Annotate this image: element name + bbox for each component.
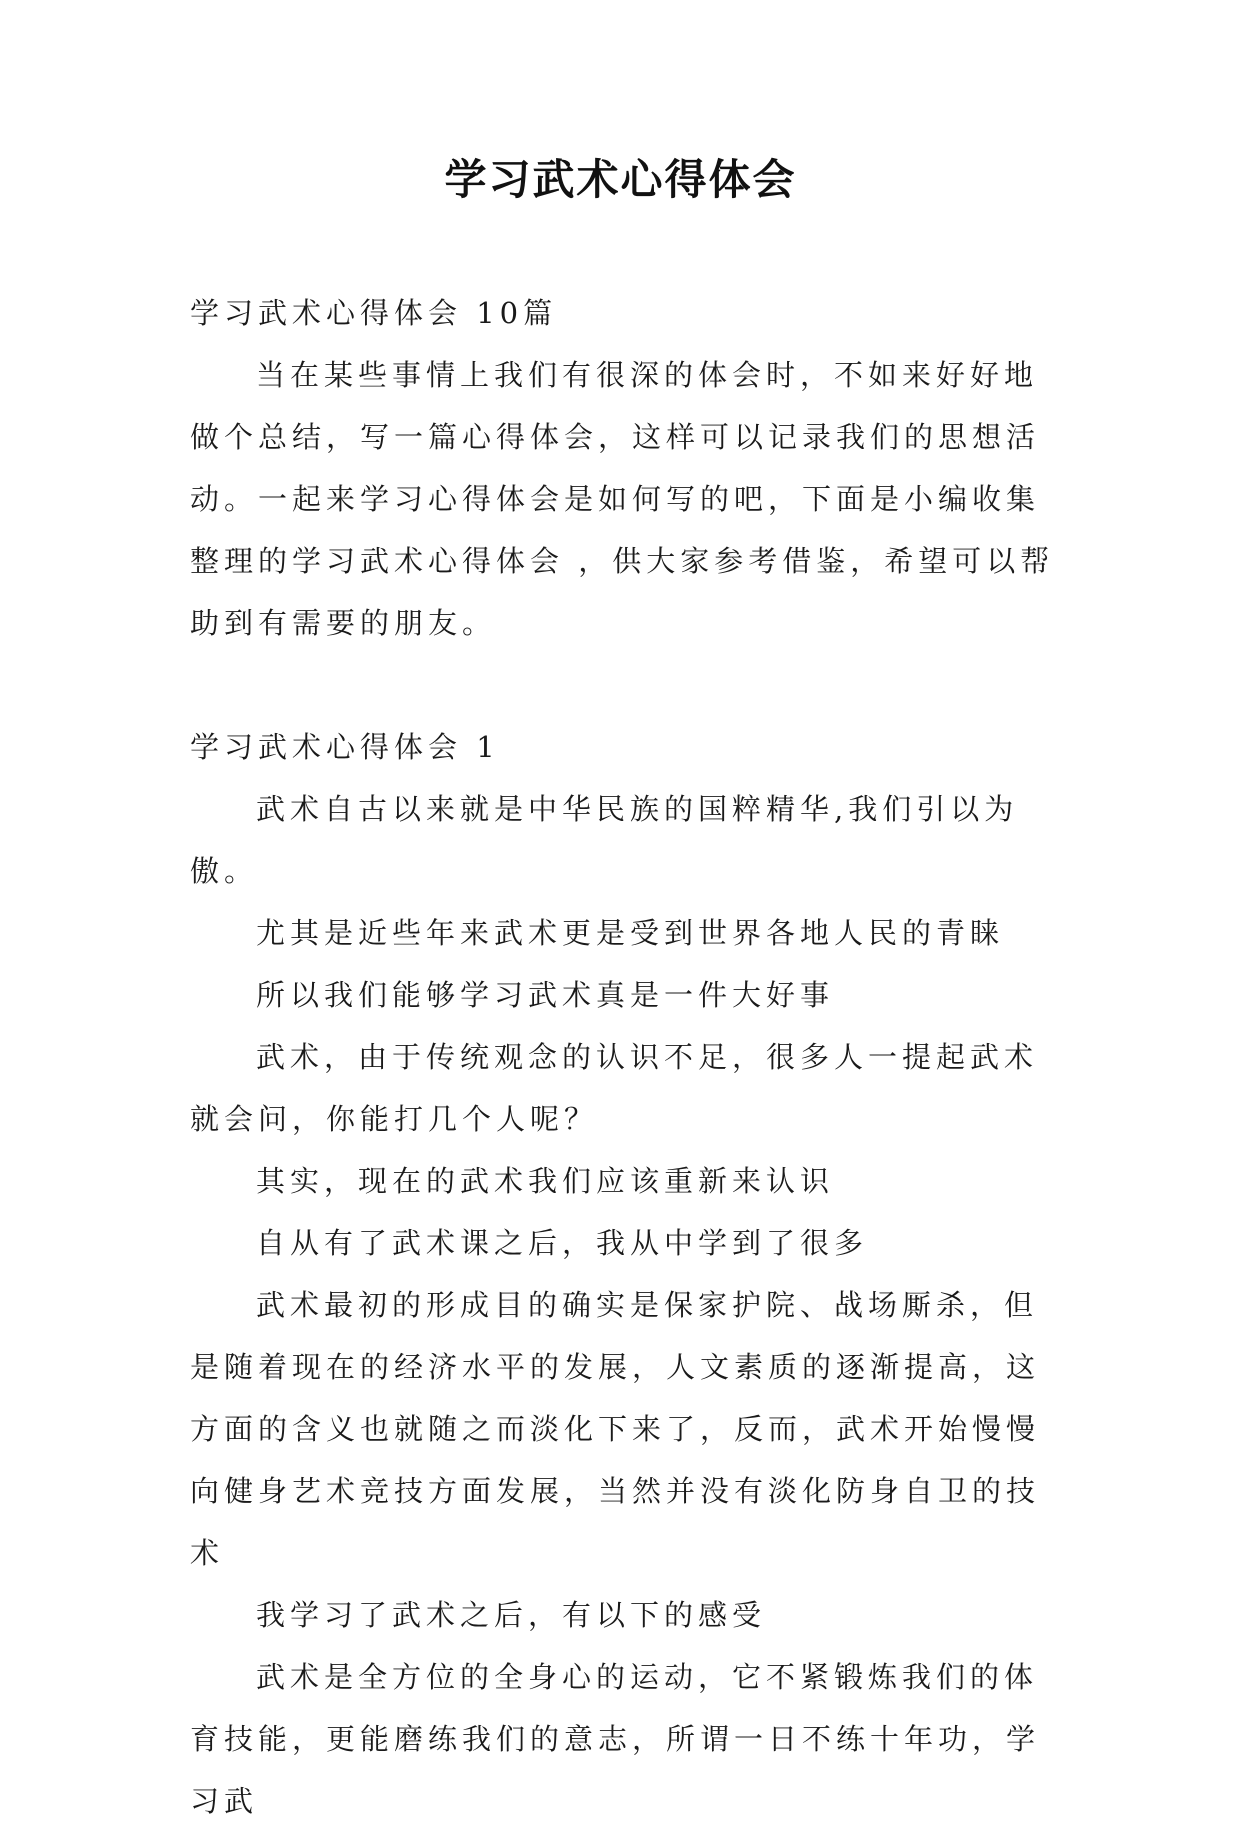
body-paragraph: 尤其是近些年来武术更是受到世界各地人民的青睐 bbox=[256, 916, 1005, 950]
document-title: 学习武术心得体会 bbox=[444, 155, 797, 204]
paragraph-spacer bbox=[190, 654, 1060, 716]
body-paragraph: 我学习了武术之后，有以下的感受 bbox=[256, 1598, 767, 1632]
body-paragraph: 武术，由于传统观念的认识不足，很多人一提起武术就会问，你能打几个人呢？ bbox=[190, 1040, 1039, 1136]
body-paragraph: 所以我们能够学习武术真是一件大好事 bbox=[256, 978, 835, 1012]
intro-paragraph: 当在某些事情上我们有很深的体会时，不如来好好地做个总结，写一篇心得体会，这样可以记录我们的思想活动。一起来学习心得体会是如何写的吧，下面是小编收集整理的学习武术心得体会 ，供大家参考借鉴，希望可以帮助到有需要的朋友。 bbox=[190, 358, 1055, 640]
body-paragraph: 武术最初的形成目的确实是保家护院、战场厮杀，但是随着现在的经济水平的发展，人文素质的逐渐提高，这方面的含义也就随之而淡化下来了，反而，武术开始慢慢向健身艺术竞技方面发展，当然并没有淡化防身自卫的技术 bbox=[190, 1288, 1041, 1570]
body-paragraph: 武术是全方位的全身心的运动，它不紧锻炼我们的体育技能，更能磨练我们的意志，所谓一日不练十年功，学习武 bbox=[190, 1660, 1041, 1818]
body-paragraph: 武术自古以来就是中华民族的国粹精华,我们引以为傲。 bbox=[190, 792, 1019, 888]
collection-heading: 学习武术心得体会 10篇 bbox=[190, 296, 558, 330]
section-heading: 学习武术心得体会 1 bbox=[190, 730, 500, 764]
document-body bbox=[190, 282, 1060, 1832]
body-paragraph: 自从有了武术课之后，我从中学到了很多 bbox=[256, 1226, 869, 1260]
body-paragraph: 其实，现在的武术我们应该重新来认识 bbox=[256, 1164, 835, 1198]
